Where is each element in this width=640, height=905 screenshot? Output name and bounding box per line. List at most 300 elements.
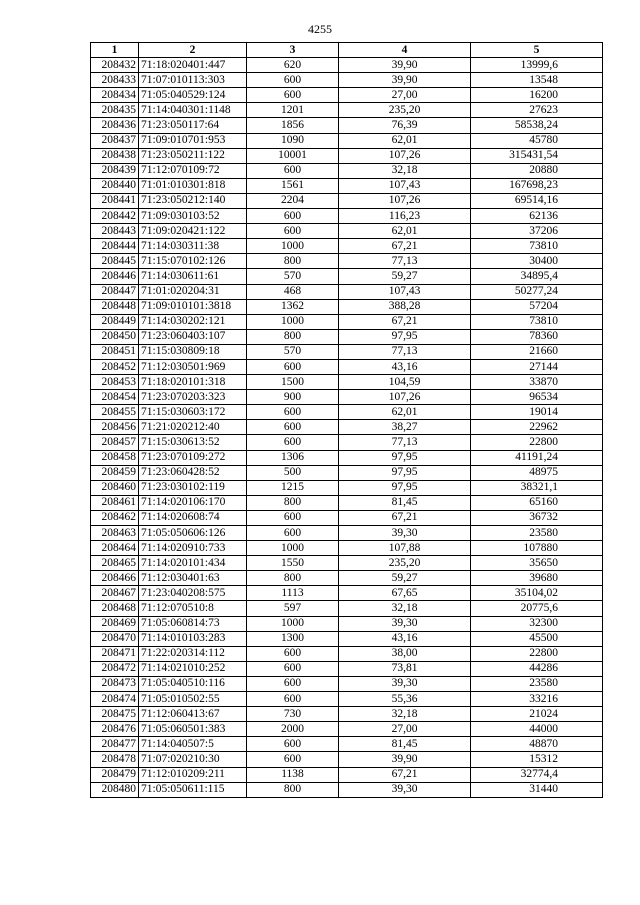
cadastral-number-cell: 71:14:040301:1148 [139, 103, 247, 118]
amount-cell: 315431,54 [471, 148, 603, 163]
cadastral-number-cell: 71:21:020212:40 [139, 420, 247, 435]
table-row [91, 178, 603, 193]
area-cell: 620 [247, 58, 339, 73]
rate-cell: 67,21 [339, 314, 471, 329]
row-number-cell: 208465 [91, 556, 139, 571]
area-cell: 1000 [247, 314, 339, 329]
row-number-cell: 208436 [91, 118, 139, 133]
rate-cell: 32,18 [339, 707, 471, 722]
table-row [91, 299, 603, 314]
area-cell: 600 [247, 209, 339, 224]
page-number: 4255 [308, 22, 332, 36]
rate-cell: 27,00 [339, 88, 471, 103]
rate-cell: 32,18 [339, 601, 471, 616]
amount-cell: 22962 [471, 420, 603, 435]
data-table [90, 42, 603, 798]
cadastral-number-cell: 71:23:050117:64 [139, 118, 247, 133]
table-row [91, 480, 603, 495]
table-row [91, 450, 603, 465]
cadastral-number-cell: 71:07:010113:303 [139, 73, 247, 88]
table-row [91, 88, 603, 103]
rate-cell: 43,16 [339, 631, 471, 646]
table-row [91, 541, 603, 556]
amount-cell: 16200 [471, 88, 603, 103]
area-cell: 800 [247, 329, 339, 344]
amount-cell: 45500 [471, 631, 603, 646]
area-cell: 600 [247, 435, 339, 450]
cadastral-number-cell: 71:15:070102:126 [139, 254, 247, 269]
area-cell: 500 [247, 465, 339, 480]
row-number-cell: 208447 [91, 284, 139, 299]
row-number-cell: 208469 [91, 616, 139, 631]
amount-cell: 39680 [471, 571, 603, 586]
amount-cell: 44286 [471, 661, 603, 676]
row-number-cell: 208452 [91, 359, 139, 374]
cadastral-number-cell: 71:23:070109:272 [139, 450, 247, 465]
area-cell: 600 [247, 737, 339, 752]
cadastral-number-cell: 71:15:030809:18 [139, 344, 247, 359]
area-cell: 1215 [247, 480, 339, 495]
rate-cell: 77,13 [339, 435, 471, 450]
table-row [91, 269, 603, 284]
cadastral-number-cell: 71:23:070203:323 [139, 390, 247, 405]
rate-cell: 62,01 [339, 405, 471, 420]
row-number-cell: 208463 [91, 526, 139, 541]
table-row [91, 601, 603, 616]
cadastral-number-cell: 71:14:030611:61 [139, 269, 247, 284]
area-cell: 600 [247, 510, 339, 525]
row-number-cell: 208438 [91, 148, 139, 163]
cadastral-number-cell: 71:14:020106:170 [139, 495, 247, 510]
cadastral-number-cell: 71:14:040507:5 [139, 737, 247, 752]
table-row [91, 752, 603, 767]
table-row [91, 390, 603, 405]
column-header: 1 [91, 43, 139, 58]
table-row [91, 405, 603, 420]
area-cell: 468 [247, 284, 339, 299]
column-header: 3 [247, 43, 339, 58]
area-cell: 600 [247, 224, 339, 239]
rate-cell: 67,21 [339, 239, 471, 254]
amount-cell: 62136 [471, 209, 603, 224]
cadastral-number-cell: 71:09:020421:122 [139, 224, 247, 239]
cadastral-number-cell: 71:12:030401:63 [139, 571, 247, 586]
cadastral-number-cell: 71:18:020101:318 [139, 375, 247, 390]
area-cell: 600 [247, 646, 339, 661]
amount-cell: 21024 [471, 707, 603, 722]
row-number-cell: 208434 [91, 88, 139, 103]
table-row [91, 631, 603, 646]
amount-cell: 78360 [471, 329, 603, 344]
area-cell: 1138 [247, 767, 339, 782]
amount-cell: 57204 [471, 299, 603, 314]
cadastral-number-cell: 71:12:030501:969 [139, 359, 247, 374]
table-row [91, 767, 603, 782]
row-number-cell: 208467 [91, 586, 139, 601]
cadastral-number-cell: 71:22:020314:112 [139, 646, 247, 661]
cadastral-number-cell: 71:05:060814:73 [139, 616, 247, 631]
row-number-cell: 208455 [91, 405, 139, 420]
rate-cell: 107,26 [339, 193, 471, 208]
table-row [91, 616, 603, 631]
area-cell: 800 [247, 782, 339, 797]
amount-cell: 21660 [471, 344, 603, 359]
area-cell: 600 [247, 359, 339, 374]
amount-cell: 33870 [471, 375, 603, 390]
rate-cell: 38,27 [339, 420, 471, 435]
cadastral-number-cell: 71:01:020204:31 [139, 284, 247, 299]
table-row [91, 359, 603, 374]
table-row [91, 118, 603, 133]
table-row [91, 224, 603, 239]
row-number-cell: 208443 [91, 224, 139, 239]
area-cell: 600 [247, 405, 339, 420]
table-row [91, 329, 603, 344]
row-number-cell: 208460 [91, 480, 139, 495]
column-header: 4 [339, 43, 471, 58]
cadastral-number-cell: 71:05:040529:124 [139, 88, 247, 103]
row-number-cell: 208480 [91, 782, 139, 797]
table-row [91, 435, 603, 450]
rate-cell: 39,30 [339, 782, 471, 797]
amount-cell: 30400 [471, 254, 603, 269]
rate-cell: 39,30 [339, 616, 471, 631]
cadastral-number-cell: 71:14:030202:121 [139, 314, 247, 329]
cadastral-number-cell: 71:14:010103:283 [139, 631, 247, 646]
amount-cell: 45780 [471, 133, 603, 148]
row-number-cell: 208458 [91, 450, 139, 465]
amount-cell: 20775,6 [471, 601, 603, 616]
table-row [91, 209, 603, 224]
amount-cell: 19014 [471, 405, 603, 420]
row-number-cell: 208445 [91, 254, 139, 269]
area-cell: 1000 [247, 541, 339, 556]
table-row [91, 556, 603, 571]
amount-cell: 20880 [471, 163, 603, 178]
row-number-cell: 208448 [91, 299, 139, 314]
cadastral-number-cell: 71:09:010701:953 [139, 133, 247, 148]
rate-cell: 67,21 [339, 510, 471, 525]
row-number-cell: 208470 [91, 631, 139, 646]
area-cell: 730 [247, 707, 339, 722]
row-number-cell: 208440 [91, 178, 139, 193]
row-number-cell: 208446 [91, 269, 139, 284]
area-cell: 600 [247, 163, 339, 178]
rate-cell: 77,13 [339, 254, 471, 269]
area-cell: 1856 [247, 118, 339, 133]
rate-cell: 38,00 [339, 646, 471, 661]
table-row [91, 133, 603, 148]
cadastral-number-cell: 71:23:060403:107 [139, 329, 247, 344]
cadastral-number-cell: 71:23:050211:122 [139, 148, 247, 163]
rate-cell: 107,43 [339, 178, 471, 193]
cadastral-number-cell: 71:12:070109:72 [139, 163, 247, 178]
area-cell: 900 [247, 390, 339, 405]
amount-cell: 65160 [471, 495, 603, 510]
area-cell: 1362 [247, 299, 339, 314]
area-cell: 600 [247, 752, 339, 767]
cadastral-number-cell: 71:23:060428:52 [139, 465, 247, 480]
amount-cell: 27144 [471, 359, 603, 374]
cadastral-number-cell: 71:05:010502:55 [139, 692, 247, 707]
amount-cell: 32300 [471, 616, 603, 631]
area-cell: 1306 [247, 450, 339, 465]
cadastral-number-cell: 71:05:040510:116 [139, 676, 247, 691]
area-cell: 800 [247, 254, 339, 269]
rate-cell: 81,45 [339, 737, 471, 752]
area-cell: 1113 [247, 586, 339, 601]
rate-cell: 59,27 [339, 571, 471, 586]
row-number-cell: 208451 [91, 344, 139, 359]
row-number-cell: 208432 [91, 58, 139, 73]
area-cell: 1500 [247, 375, 339, 390]
row-number-cell: 208472 [91, 661, 139, 676]
table-row [91, 707, 603, 722]
amount-cell: 96534 [471, 390, 603, 405]
cadastral-number-cell: 71:05:060501:383 [139, 722, 247, 737]
table-row [91, 284, 603, 299]
area-cell: 600 [247, 676, 339, 691]
amount-cell: 50277,24 [471, 284, 603, 299]
table-row [91, 465, 603, 480]
amount-cell: 36732 [471, 510, 603, 525]
row-number-cell: 208466 [91, 571, 139, 586]
area-cell: 2000 [247, 722, 339, 737]
table-row [91, 737, 603, 752]
row-number-cell: 208435 [91, 103, 139, 118]
amount-cell: 23580 [471, 526, 603, 541]
amount-cell: 73810 [471, 239, 603, 254]
cadastral-number-cell: 71:12:010209:211 [139, 767, 247, 782]
rate-cell: 97,95 [339, 450, 471, 465]
amount-cell: 44000 [471, 722, 603, 737]
area-cell: 10001 [247, 148, 339, 163]
cadastral-number-cell: 71:14:020608:74 [139, 510, 247, 525]
amount-cell: 107880 [471, 541, 603, 556]
cadastral-number-cell: 71:07:020210:30 [139, 752, 247, 767]
amount-cell: 22800 [471, 435, 603, 450]
amount-cell: 38321,1 [471, 480, 603, 495]
rate-cell: 67,21 [339, 767, 471, 782]
rate-cell: 107,26 [339, 390, 471, 405]
area-cell: 600 [247, 73, 339, 88]
cadastral-number-cell: 71:15:030613:52 [139, 435, 247, 450]
cadastral-number-cell: 71:05:050611:115 [139, 782, 247, 797]
rate-cell: 27,00 [339, 722, 471, 737]
amount-cell: 13999,6 [471, 58, 603, 73]
amount-cell: 69514,16 [471, 193, 603, 208]
row-number-cell: 208453 [91, 375, 139, 390]
rate-cell: 104,59 [339, 375, 471, 390]
row-number-cell: 208475 [91, 707, 139, 722]
area-cell: 1300 [247, 631, 339, 646]
cadastral-number-cell: 71:23:050212:140 [139, 193, 247, 208]
table-row [91, 495, 603, 510]
area-cell: 570 [247, 344, 339, 359]
table-row [91, 193, 603, 208]
row-number-cell: 208459 [91, 465, 139, 480]
cadastral-number-cell: 71:12:070510:8 [139, 601, 247, 616]
cadastral-number-cell: 71:14:021010:252 [139, 661, 247, 676]
area-cell: 597 [247, 601, 339, 616]
rate-cell: 388,28 [339, 299, 471, 314]
cadastral-number-cell: 71:09:030103:52 [139, 209, 247, 224]
cadastral-number-cell: 71:05:050606:126 [139, 526, 247, 541]
amount-cell: 48975 [471, 465, 603, 480]
rate-cell: 73,81 [339, 661, 471, 676]
area-cell: 1201 [247, 103, 339, 118]
rate-cell: 107,88 [339, 541, 471, 556]
amount-cell: 37206 [471, 224, 603, 239]
cadastral-number-cell: 71:18:020401:447 [139, 58, 247, 73]
row-number-cell: 208473 [91, 676, 139, 691]
rate-cell: 81,45 [339, 495, 471, 510]
row-number-cell: 208442 [91, 209, 139, 224]
rate-cell: 39,90 [339, 58, 471, 73]
rate-cell: 39,90 [339, 752, 471, 767]
cadastral-number-cell: 71:23:040208:575 [139, 586, 247, 601]
row-number-cell: 208457 [91, 435, 139, 450]
table-body [91, 58, 603, 798]
amount-cell: 73810 [471, 314, 603, 329]
rate-cell: 62,01 [339, 224, 471, 239]
row-number-cell: 208474 [91, 692, 139, 707]
area-cell: 600 [247, 420, 339, 435]
table-row [91, 344, 603, 359]
cadastral-number-cell: 71:23:030102:119 [139, 480, 247, 495]
row-number-cell: 208439 [91, 163, 139, 178]
area-cell: 1090 [247, 133, 339, 148]
table-row [91, 103, 603, 118]
area-cell: 1561 [247, 178, 339, 193]
row-number-cell: 208444 [91, 239, 139, 254]
table-row [91, 692, 603, 707]
row-number-cell: 208437 [91, 133, 139, 148]
row-number-cell: 208456 [91, 420, 139, 435]
rate-cell: 55,36 [339, 692, 471, 707]
row-number-cell: 208461 [91, 495, 139, 510]
rate-cell: 116,23 [339, 209, 471, 224]
row-number-cell: 208471 [91, 646, 139, 661]
rate-cell: 39,90 [339, 73, 471, 88]
area-cell: 800 [247, 571, 339, 586]
row-number-cell: 208479 [91, 767, 139, 782]
amount-cell: 27623 [471, 103, 603, 118]
area-cell: 1000 [247, 239, 339, 254]
row-number-cell: 208449 [91, 314, 139, 329]
table-row [91, 314, 603, 329]
area-cell: 600 [247, 88, 339, 103]
row-number-cell: 208476 [91, 722, 139, 737]
amount-cell: 13548 [471, 73, 603, 88]
cadastral-number-cell: 71:12:060413:67 [139, 707, 247, 722]
cadastral-number-cell: 71:14:030311:38 [139, 239, 247, 254]
area-cell: 600 [247, 692, 339, 707]
row-number-cell: 208477 [91, 737, 139, 752]
amount-cell: 23580 [471, 676, 603, 691]
area-cell: 2204 [247, 193, 339, 208]
row-number-cell: 208441 [91, 193, 139, 208]
amount-cell: 15312 [471, 752, 603, 767]
row-number-cell: 208462 [91, 510, 139, 525]
table-row [91, 586, 603, 601]
table-row [91, 58, 603, 73]
table-row [91, 722, 603, 737]
table-row [91, 510, 603, 525]
amount-cell: 35104,02 [471, 586, 603, 601]
row-number-cell: 208478 [91, 752, 139, 767]
table-row [91, 420, 603, 435]
cadastral-number-cell: 71:14:020101:434 [139, 556, 247, 571]
area-cell: 570 [247, 269, 339, 284]
amount-cell: 22800 [471, 646, 603, 661]
table-row [91, 239, 603, 254]
area-cell: 600 [247, 661, 339, 676]
amount-cell: 48870 [471, 737, 603, 752]
amount-cell: 31440 [471, 782, 603, 797]
amount-cell: 58538,24 [471, 118, 603, 133]
cadastral-number-cell: 71:14:020910:733 [139, 541, 247, 556]
column-header: 5 [471, 43, 603, 58]
cadastral-number-cell: 71:15:030603:172 [139, 405, 247, 420]
rate-cell: 59,27 [339, 269, 471, 284]
cadastral-number-cell: 71:09:010101:3818 [139, 299, 247, 314]
table-row [91, 375, 603, 390]
area-cell: 800 [247, 495, 339, 510]
rate-cell: 97,95 [339, 329, 471, 344]
amount-cell: 35650 [471, 556, 603, 571]
rate-cell: 97,95 [339, 465, 471, 480]
table-row [91, 526, 603, 541]
table-row [91, 571, 603, 586]
rate-cell: 107,26 [339, 148, 471, 163]
rate-cell: 67,65 [339, 586, 471, 601]
amount-cell: 33216 [471, 692, 603, 707]
rate-cell: 97,95 [339, 480, 471, 495]
table-row [91, 676, 603, 691]
rate-cell: 39,30 [339, 526, 471, 541]
table-row [91, 254, 603, 269]
column-header: 2 [139, 43, 247, 58]
area-cell: 1550 [247, 556, 339, 571]
table-row [91, 661, 603, 676]
area-cell: 600 [247, 526, 339, 541]
area-cell: 1000 [247, 616, 339, 631]
table-row [91, 646, 603, 661]
rate-cell: 62,01 [339, 133, 471, 148]
cadastral-number-cell: 71:01:010301:818 [139, 178, 247, 193]
rate-cell: 76,39 [339, 118, 471, 133]
amount-cell: 32774,4 [471, 767, 603, 782]
rate-cell: 43,16 [339, 359, 471, 374]
rate-cell: 32,18 [339, 163, 471, 178]
rate-cell: 235,20 [339, 103, 471, 118]
rate-cell: 39,30 [339, 676, 471, 691]
table-row [91, 148, 603, 163]
row-number-cell: 208433 [91, 73, 139, 88]
row-number-cell: 208450 [91, 329, 139, 344]
rate-cell: 235,20 [339, 556, 471, 571]
table-row [91, 782, 603, 797]
row-number-cell: 208464 [91, 541, 139, 556]
table-header-row [91, 43, 603, 58]
row-number-cell: 208468 [91, 601, 139, 616]
table-row [91, 163, 603, 178]
amount-cell: 34895,4 [471, 269, 603, 284]
amount-cell: 167698,23 [471, 178, 603, 193]
rate-cell: 77,13 [339, 344, 471, 359]
amount-cell: 41191,24 [471, 450, 603, 465]
